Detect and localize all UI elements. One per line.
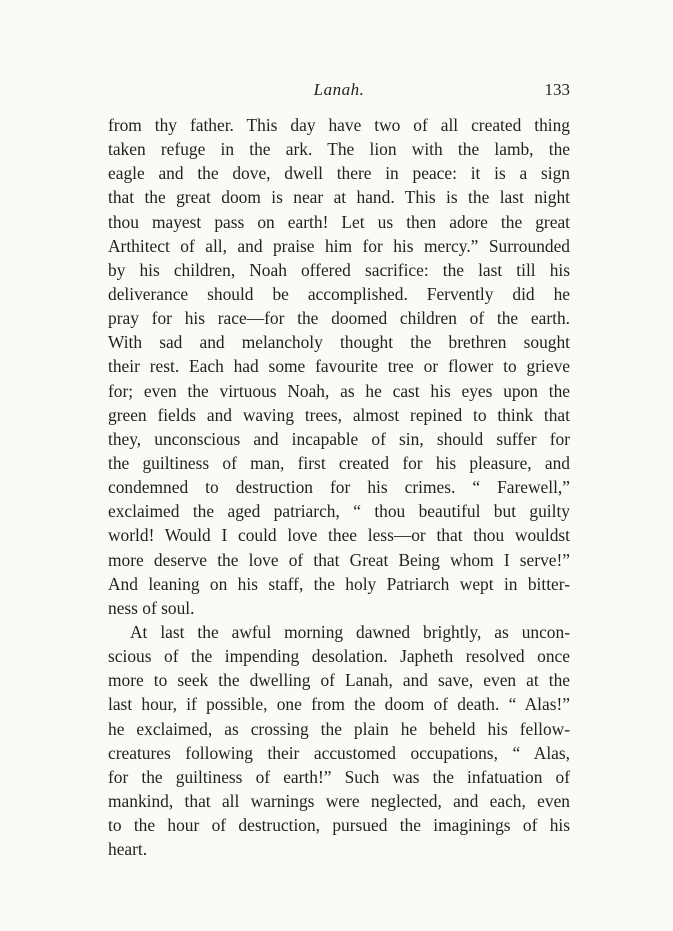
text-line: green fields and waving trees, almost repined to think that bbox=[108, 404, 570, 425]
text-line: last hour, if possible, one from the doom of death. “ Alas!” bbox=[108, 694, 570, 715]
text-line: heart. bbox=[108, 839, 148, 860]
text-line: deliverance should be accomplished. Fervently did he bbox=[108, 283, 570, 304]
running-head bbox=[108, 80, 570, 104]
body-text bbox=[108, 113, 570, 861]
text-line: the guiltiness of man, first created for his pleasure, and bbox=[108, 452, 570, 473]
text-line: condemned to destruction for his crimes. “ Farewell,” bbox=[108, 477, 570, 498]
text-line: thou mayest pass on earth! Let us then adore the great bbox=[108, 211, 570, 232]
text-line: they, unconscious and incapable of sin, should suffer for bbox=[108, 428, 570, 449]
text-line: world! Would I could love thee less—or that thou wouldst bbox=[108, 525, 570, 546]
text-line: creatures following their accustomed occupations, “ Alas, bbox=[108, 742, 570, 763]
text-line: pray for his race—for the doomed children of the earth. bbox=[108, 308, 570, 329]
text-line: he exclaimed, as crossing the plain he beheld his fellow- bbox=[108, 718, 570, 739]
running-title: Lanah. bbox=[313, 80, 365, 99]
text-line: from thy father. This day have two of all created thing bbox=[108, 115, 570, 135]
text-line: for the guiltiness of earth!” Such was the infatuation of bbox=[108, 766, 570, 787]
text-line: exclaimed the aged patriarch, “ thou beautiful but guilty bbox=[108, 501, 570, 522]
text-line: that the great doom is near at hand. This is the last night bbox=[108, 187, 570, 208]
text-line: scious of the impending desolation. Japheth resolved once bbox=[108, 646, 570, 667]
text-line: by his children, Noah offered sacrifice: the last till his bbox=[108, 259, 570, 280]
text-line: their rest. Each had some favourite tree or flower to grieve bbox=[108, 356, 570, 377]
text-line: to the hour of destruction, pursued the imaginings of his bbox=[108, 815, 570, 836]
text-line: taken refuge in the ark. The lion with the lamb, the bbox=[108, 139, 570, 160]
text-line: for; even the virtuous Noah, as he cast his eyes upon the bbox=[108, 380, 570, 401]
text-line: eagle and the dove, dwell there in peace: it is a sign bbox=[108, 163, 570, 184]
text-line: Arthitect of all, and praise him for his mercy.” Surrounded bbox=[108, 235, 570, 256]
text-line: more to seek the dwelling of Lanah, and save, even at the bbox=[108, 670, 570, 691]
text-line: And leaning on his staff, the holy Patriarch wept in bitter- bbox=[108, 573, 570, 594]
text-line: With sad and melancholy thought the brethren sought bbox=[108, 332, 570, 353]
text-line: mankind, that all warnings were neglected, and each, even bbox=[108, 790, 570, 811]
page-number: 133 bbox=[544, 80, 570, 99]
text-line: At last the awful morning dawned brightly, as uncon- bbox=[130, 621, 570, 642]
text-line: more deserve the love of that Great Being whom I serve!” bbox=[108, 549, 570, 570]
text-line: ness of soul. bbox=[108, 597, 195, 618]
